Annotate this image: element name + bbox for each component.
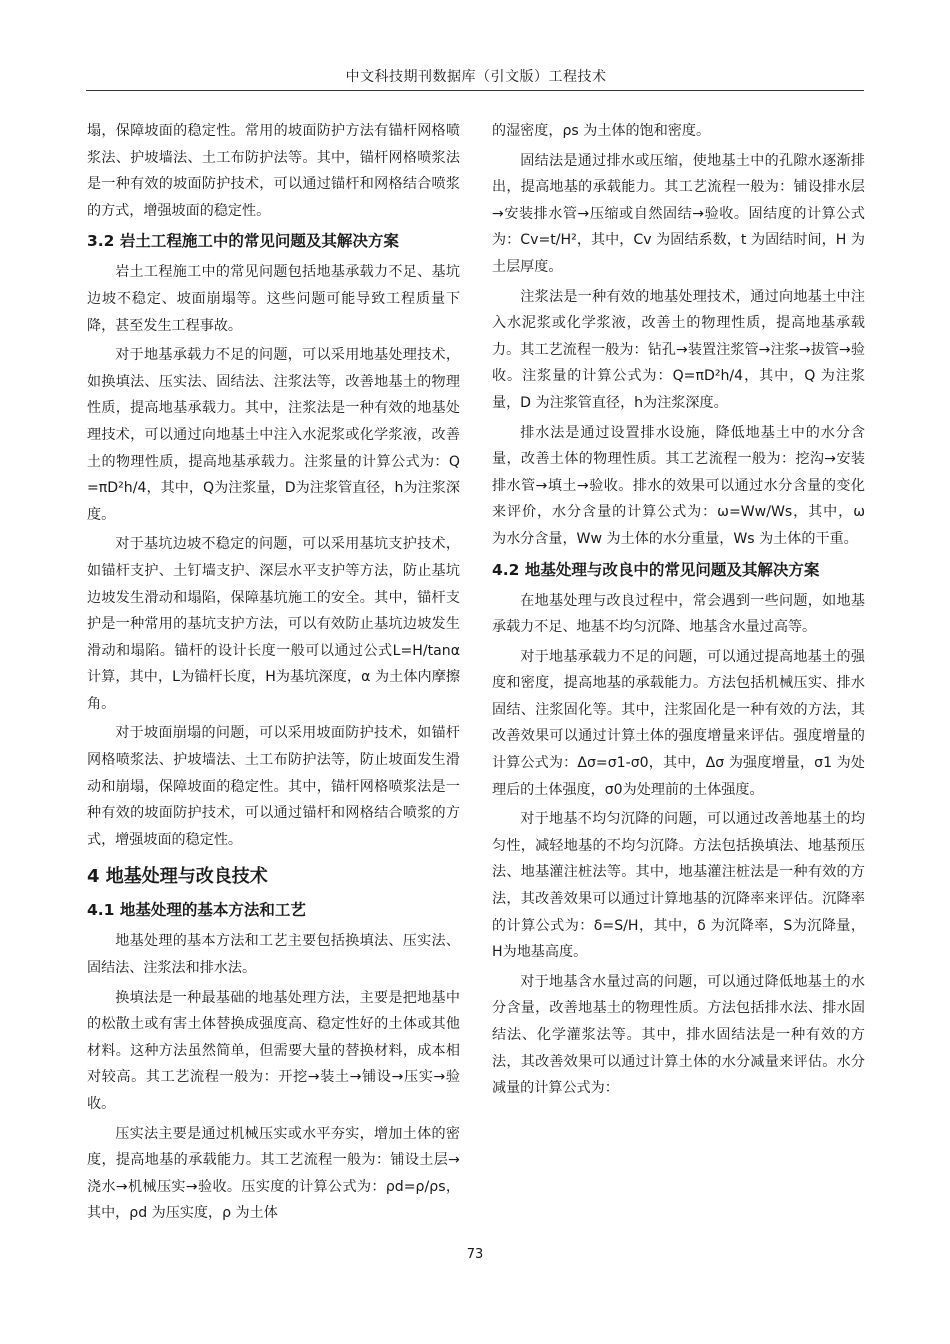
paragraph: 塌，保障坡面的稳定性。常用的坡面防护方法有锚杆网格喷浆法、护坡墙法、土工布防护法等。其中，锚杆网格喷浆法是一种有效的坡面防护技术，可以通过锚杆和网格结合喷浆的方式，增强坡面的稳定性。 <box>87 123 460 219</box>
section-heading-4-1: 4.1 地基处理的基本方法和工艺 <box>87 901 306 920</box>
section-heading-3-2: 3.2 岩土工程施工中的常见问题及其解决方案 <box>87 232 399 251</box>
paragraph: 对于地基不均匀沉降的问题，可以通过改善地基土的均匀性，减轻地基的不均匀沉降。方法包括换填法、地基预压法、地基灌注桩法等。其中，地基灌注桩法是一种有效的方法，其改善效果可以通过计算地基的沉降率来评估。沉降率的计算公式为：δ=S/H，其中，δ 为沉降率，S为沉降量，H为地基高度。 <box>492 811 865 961</box>
running-header: 中文科技期刊数据库（引文版）工程技术 <box>345 69 607 85</box>
left-column <box>87 118 460 1230</box>
right-column <box>492 118 865 1105</box>
paragraph: 地基处理的基本方法和工艺主要包括换填法、压实法、固结法、注浆法和排水法。 <box>87 933 460 977</box>
paragraph: 对于坡面崩塌的问题，可以采用坡面防护技术，如锚杆网格喷浆法、护坡墙法、土工布防护法等，防止坡面发生滑动和崩塌，保障坡面的稳定性。其中，锚杆网格喷浆法是一种有效的坡面防护技术，可以通过锚杆和网格结合喷浆的方式，增强坡面的稳定性。 <box>87 725 460 848</box>
paragraph: 在地基处理与改良过程中，常会遇到一些问题，如地基承载力不足、地基不均匀沉降、地基含水量过高等。 <box>492 592 865 636</box>
paragraph: 固结法是通过排水或压缩，使地基土中的孔隙水逐渐排出，提高地基的承载能力。其工艺流程一般为：铺设排水层→安装排水管→压缩或自然固结→验收。固结度的计算公式为：Cv=t/H²，其中，Cv 为固结系数，t 为固结时间，H 为土层厚度。 <box>492 152 865 275</box>
paragraph: 对于基坑边坡不稳定的问题，可以采用基坑支护技术，如锚杆支护、土钉墙支护、深层水平支护等方法，防止基坑边坡发生滑动和塌陷，保障基坑施工的安全。其中，锚杆支护是一种常用的基坑支护方法，可以有效防止基坑边坡发生滑动和塌陷。锚杆的设计长度一般可以通过公式L=H/tanα 计算，其中，L为锚杆长度，H为基坑深度，α 为土体内摩擦角。 <box>87 536 460 712</box>
paragraph: 对于地基承载力不足的问题，可以通过提高地基土的强度和密度，提高地基的承载能力。方法包括机械压实、排水固结、注浆固化等。其中，注浆固化是一种有效的方法，其改善效果可以通过计算土体的强度增量来评估。强度增量的计算公式为：Δσ=σ1-σ0，其中，Δσ 为强度增量，σ1 为处理后的土体强度，σ0为处理前的土体强度。 <box>492 648 865 798</box>
section-heading-4-2: 4.2 地基处理与改良中的常见问题及其解决方案 <box>492 560 820 579</box>
section-heading-4: 4 地基处理与改良技术 <box>87 866 268 888</box>
paragraph: 注浆法是一种有效的地基处理技术，通过向地基土中注入水泥浆或化学浆液，改善土的物理性质，提高地基承载力。其工艺流程一般为：钻孔→装置注浆管→注浆→拔管→验收。注浆量的计算公式为：Q=πD²h/4，其中，Q 为注浆量，D 为注浆管直径，h为注浆深度。 <box>492 288 865 411</box>
paragraph: 排水法是通过设置排水设施，降低地基土中的水分含量，改善土体的物理性质。其工艺流程一般为：挖沟→安装排水管→填土→验收。排水的效果可以通过水分含量的变化来评价，水分含量的计算公式为：ω=Ww/Ws，其中，ω 为水分含量，Ww 为土体的水分重量，Ws 为土体的干重。 <box>492 424 865 547</box>
paragraph: 的湿密度，ρs 为土体的饱和密度。 <box>492 123 711 139</box>
paragraph: 对于地基含水量过高的问题，可以通过降低地基土的水分含量，改善地基土的物理性质。方法包括排水法、排水固结法、化学灌浆法等。其中，排水固结法是一种有效的方法，其改善效果可以通过计算土体的水分减量来评估。水分减量的计算公式为： <box>492 973 865 1097</box>
paragraph: 换填法是一种最基础的地基处理方法，主要是把地基中的松散土或有害土体替换成强度高、稳定性好的土体或其他材料。这种方法虽然简单，但需要大量的替换材料，成本相对较高。其工艺流程一般为：开挖→装土→铺设→压实→验收。 <box>87 989 460 1112</box>
paragraph: 对于地基承载力不足的问题，可以采用地基处理技术，如换填法、压实法、固结法、注浆法等，改善地基土的物理性质，提高地基承载力。其中，注浆法是一种有效的地基处理技术，可以通过向地基土中注入水泥浆或化学浆液，改善土的物理性质，提高地基承载力。注浆量的计算公式为：Q=πD²h/4，其中，Q为注浆量，D为注浆管直径，h为注浆深度。 <box>87 347 460 523</box>
paragraph: 岩土工程施工中的常见问题包括地基承载力不足、基坑边坡不稳定、坡面崩塌等。这些问题可能导致工程质量下降，甚至发生工程事故。 <box>87 264 460 334</box>
page-number: 73 <box>466 1247 484 1262</box>
paragraph: 压实法主要是通过机械压实或水平夯实，增加土体的密度，提高地基的承载能力。其工艺流程一般为：铺设土层→浇水→机械压实→验收。压实度的计算公式为：ρd=ρ/ρs，其中，ρd 为压实度，ρ 为土体 <box>87 1125 460 1222</box>
header-rule <box>86 90 864 91</box>
